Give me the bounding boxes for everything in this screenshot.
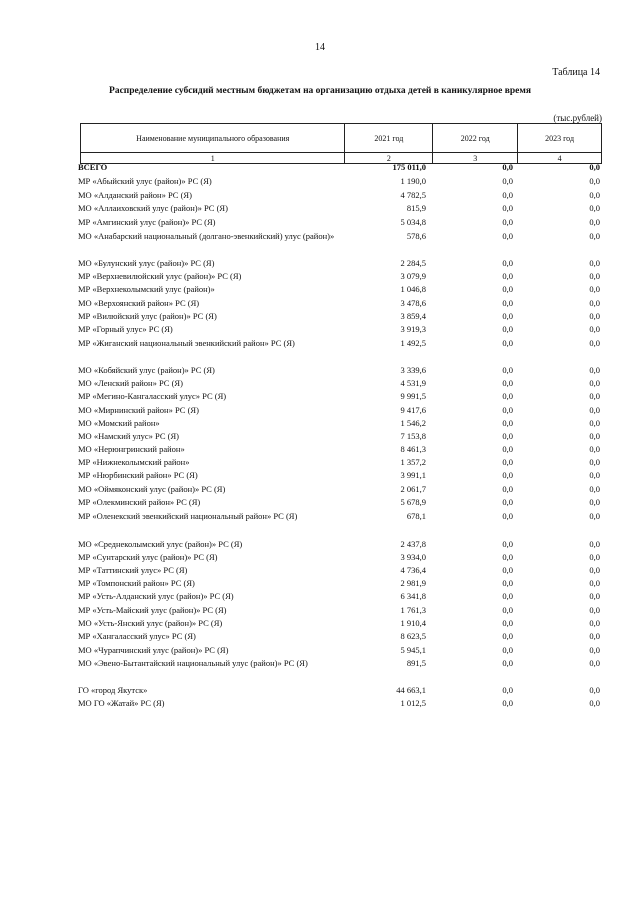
municipality-name: МО «Кобяйский улус (район)» РС (Я)	[78, 365, 215, 375]
municipality-name: МР «Нижнеколымский район»	[78, 457, 190, 467]
value-2021: 4 782,5	[400, 190, 426, 200]
municipality-name: МР «Томпонский район» РС (Я)	[78, 578, 195, 588]
value-2022: 0,0	[502, 578, 513, 588]
value-2022: 0,0	[502, 258, 513, 268]
value-2022: 0,0	[502, 539, 513, 549]
page-number: 14	[315, 42, 325, 53]
column-header-name: Наименование муниципального образования	[81, 124, 345, 153]
value-2022: 0,0	[502, 431, 513, 441]
value-2023: 0,0	[589, 271, 600, 281]
value-2022: 0,0	[502, 338, 513, 348]
value-2021: 3 339,6	[400, 365, 426, 375]
value-2023: 0,0	[589, 457, 600, 467]
municipality-name: МО «Оймяконский улус (район)» РС (Я)	[78, 484, 226, 494]
value-2023: 0,0	[589, 444, 600, 454]
value-2022: 0,0	[502, 271, 513, 281]
value-2023: 0,0	[589, 405, 600, 415]
value-2021: 5 945,1	[400, 645, 426, 655]
value-2022: 0,0	[502, 565, 513, 575]
value-2021: 9 991,5	[400, 391, 426, 401]
value-2022: 0,0	[502, 311, 513, 321]
municipality-name: МО «Мирнинский район» РС (Я)	[78, 405, 199, 415]
value-2022: 0,0	[502, 391, 513, 401]
municipality-name: МО «Булунский улус (район)» РС (Я)	[78, 258, 215, 268]
value-2023: 0,0	[589, 298, 600, 308]
value-2022: 0,0	[502, 631, 513, 641]
value-2021: 3 934,0	[400, 552, 426, 562]
municipality-name: МР «Хангаласский улус» РС (Я)	[78, 631, 196, 641]
value-2023: 0,0	[589, 539, 600, 549]
value-2022: 0,0	[502, 405, 513, 415]
value-2023: 0,0	[589, 565, 600, 575]
column-header-2022: 2022 год	[433, 124, 518, 153]
municipality-name: МР «Усть-Майский улус (район)» РС (Я)	[78, 605, 227, 615]
value-2022: 0,0	[502, 484, 513, 494]
value-2021: 3 079,9	[400, 271, 426, 281]
value-2023: 0,0	[589, 391, 600, 401]
value-2021: 5 678,9	[400, 497, 426, 507]
municipality-name: МО «Нерюнгринский район»	[78, 444, 185, 454]
value-2022: 0,0	[502, 497, 513, 507]
value-2021: 3 919,3	[400, 324, 426, 334]
value-2022: 0,0	[502, 605, 513, 615]
value-2023: 0,0	[589, 631, 600, 641]
value-2021: 2 437,8	[400, 539, 426, 549]
value-2023: 0,0	[589, 645, 600, 655]
value-2023: 0,0	[589, 470, 600, 480]
value-2021: 1 761,3	[400, 605, 426, 615]
value-2021: 1 910,4	[400, 618, 426, 628]
value-2021: 7 153,8	[400, 431, 426, 441]
municipality-name: МО «Чурапчинский улус (район)» РС (Я)	[78, 645, 229, 655]
value-2023: 0,0	[589, 176, 600, 186]
municipality-name: МР «Вилюйский улус (район)» РС (Я)	[78, 311, 217, 321]
value-2023: 0,0	[589, 578, 600, 588]
value-2022: 0,0	[502, 698, 513, 708]
value-2023: 0,0	[589, 685, 600, 695]
value-2022: 0,0	[502, 378, 513, 388]
municipality-name: МО «Усть-Янский улус (район)» РС (Я)	[78, 618, 223, 628]
value-2022: 0,0	[502, 298, 513, 308]
units-label: (тыс.рублей)	[553, 113, 602, 123]
value-2022: 0,0	[502, 284, 513, 294]
value-2023: 0,0	[589, 418, 600, 428]
municipality-name: МР «Жиганский национальный эвенкийский район» РС (Я)	[78, 338, 295, 348]
column-header-2021: 2021 год	[345, 124, 433, 153]
value-2022: 0,0	[502, 176, 513, 186]
value-2023: 0,0	[589, 591, 600, 601]
municipality-name: МО «Ленский район» РС (Я)	[78, 378, 183, 388]
value-2023: 0,0	[589, 378, 600, 388]
value-2022: 0,0	[502, 685, 513, 695]
value-2023: 0,0	[589, 552, 600, 562]
municipality-name: МО «Анабарский национальный (долгано-эвенкийский) улус (район)»	[78, 231, 335, 241]
value-2022: 0,0	[502, 511, 513, 521]
value-2021: 8 461,3	[400, 444, 426, 454]
value-2022: 0,0	[502, 162, 513, 172]
municipality-name: МО «Эвено-Бытантайский национальный улус (район)» РС (Я)	[78, 658, 308, 668]
value-2021: 2 981,9	[400, 578, 426, 588]
value-2023: 0,0	[589, 365, 600, 375]
municipality-name: МО ГО «Жатай» РС (Я)	[78, 698, 165, 708]
value-2021: 578,6	[406, 231, 426, 241]
value-2023: 0,0	[589, 311, 600, 321]
municipality-name: МР «Верхнеколымский улус (район)»	[78, 284, 215, 294]
value-2021: 8 623,5	[400, 631, 426, 641]
value-2023: 0,0	[589, 338, 600, 348]
value-2023: 0,0	[589, 618, 600, 628]
value-2023: 0,0	[589, 284, 600, 294]
value-2023: 0,0	[589, 190, 600, 200]
value-2021: 3 478,6	[400, 298, 426, 308]
value-2021: 1 357,2	[400, 457, 426, 467]
municipality-name: МО «Верхоянский район» РС (Я)	[78, 298, 200, 308]
value-2021: 3 991,1	[400, 470, 426, 480]
value-2023: 0,0	[589, 605, 600, 615]
value-2021: 6 341,8	[400, 591, 426, 601]
value-2021: 3 859,4	[400, 311, 426, 321]
value-2021: 2 284,5	[400, 258, 426, 268]
column-header-2023: 2023 год	[518, 124, 602, 153]
value-2021: 4 531,9	[400, 378, 426, 388]
value-2023: 0,0	[589, 324, 600, 334]
value-2022: 0,0	[502, 457, 513, 467]
municipality-name: МО «Среднеколымский улус (район)» РС (Я)	[78, 539, 243, 549]
table-label: Таблица 14	[552, 67, 600, 78]
value-2023: 0,0	[589, 484, 600, 494]
value-2021: 1 046,8	[400, 284, 426, 294]
value-2023: 0,0	[589, 497, 600, 507]
value-2022: 0,0	[502, 365, 513, 375]
municipality-name: МР «Оленекский эвенкийский национальный район» РС (Я)	[78, 511, 298, 521]
value-2023: 0,0	[589, 162, 600, 172]
value-2021: 891,5	[406, 658, 426, 668]
municipality-name: МР «Амгинский улус (район)» РС (Я)	[78, 217, 216, 227]
column-number-2: 2	[345, 153, 433, 164]
value-2023: 0,0	[589, 258, 600, 268]
value-2021: 2 061,7	[400, 484, 426, 494]
municipality-name: ВСЕГО	[78, 162, 108, 172]
value-2022: 0,0	[502, 470, 513, 480]
value-2021: 5 034,8	[400, 217, 426, 227]
value-2023: 0,0	[589, 431, 600, 441]
municipality-name: МР «Нюрбинский район» РС (Я)	[78, 470, 198, 480]
value-2022: 0,0	[502, 552, 513, 562]
value-2021: 44 663,1	[396, 685, 426, 695]
value-2021: 4 736,4	[400, 565, 426, 575]
value-2022: 0,0	[502, 324, 513, 334]
value-2022: 0,0	[502, 217, 513, 227]
municipality-name: ГО «город Якутск»	[78, 685, 148, 695]
municipality-name: МР «Усть-Алданский улус (район)» РС (Я)	[78, 591, 234, 601]
value-2021: 1 012,5	[400, 698, 426, 708]
municipality-name: МР «Абыйский улус (район)» РС (Я)	[78, 176, 212, 186]
document-title: Распределение субсидий местным бюджетам на организацию отдыха детей в каникулярное время	[109, 86, 531, 96]
municipality-name: МО «Момский район»	[78, 418, 160, 428]
value-2022: 0,0	[502, 658, 513, 668]
value-2022: 0,0	[502, 231, 513, 241]
value-2023: 0,0	[589, 698, 600, 708]
municipality-name: МО «Намский улус» РС (Я)	[78, 431, 179, 441]
value-2021: 175 011,0	[392, 162, 426, 172]
value-2021: 1 190,0	[400, 176, 426, 186]
municipality-name: МО «Аллаиховский улус (район)» РС (Я)	[78, 203, 228, 213]
municipality-name: МР «Олекминский район» РС (Я)	[78, 497, 201, 507]
value-2022: 0,0	[502, 418, 513, 428]
value-2023: 0,0	[589, 231, 600, 241]
municipality-name: МР «Таттинский улус» РС (Я)	[78, 565, 188, 575]
value-2022: 0,0	[502, 444, 513, 454]
value-2021: 9 417,6	[400, 405, 426, 415]
value-2021: 678,1	[406, 511, 426, 521]
municipality-name: МР «Мегино-Кангаласский улус» РС (Я)	[78, 391, 227, 401]
column-number-3: 3	[433, 153, 518, 164]
municipality-name: МР «Сунтарский улус (район)» РС (Я)	[78, 552, 218, 562]
value-2022: 0,0	[502, 591, 513, 601]
value-2022: 0,0	[502, 618, 513, 628]
value-2022: 0,0	[502, 203, 513, 213]
value-2022: 0,0	[502, 645, 513, 655]
value-2023: 0,0	[589, 511, 600, 521]
column-number-4: 4	[518, 153, 602, 164]
municipality-name: МР «Верхневилюйский улус (район)» РС (Я)	[78, 271, 242, 281]
value-2023: 0,0	[589, 217, 600, 227]
value-2023: 0,0	[589, 658, 600, 668]
value-2021: 815,9	[406, 203, 426, 213]
value-2021: 1 546,2	[400, 418, 426, 428]
value-2022: 0,0	[502, 190, 513, 200]
municipality-name: МР «Горный улус» РС (Я)	[78, 324, 173, 334]
column-number-1: 1	[81, 153, 345, 164]
municipality-name: МО «Алданский район» РС (Я)	[78, 190, 192, 200]
value-2023: 0,0	[589, 203, 600, 213]
value-2021: 1 492,5	[400, 338, 426, 348]
